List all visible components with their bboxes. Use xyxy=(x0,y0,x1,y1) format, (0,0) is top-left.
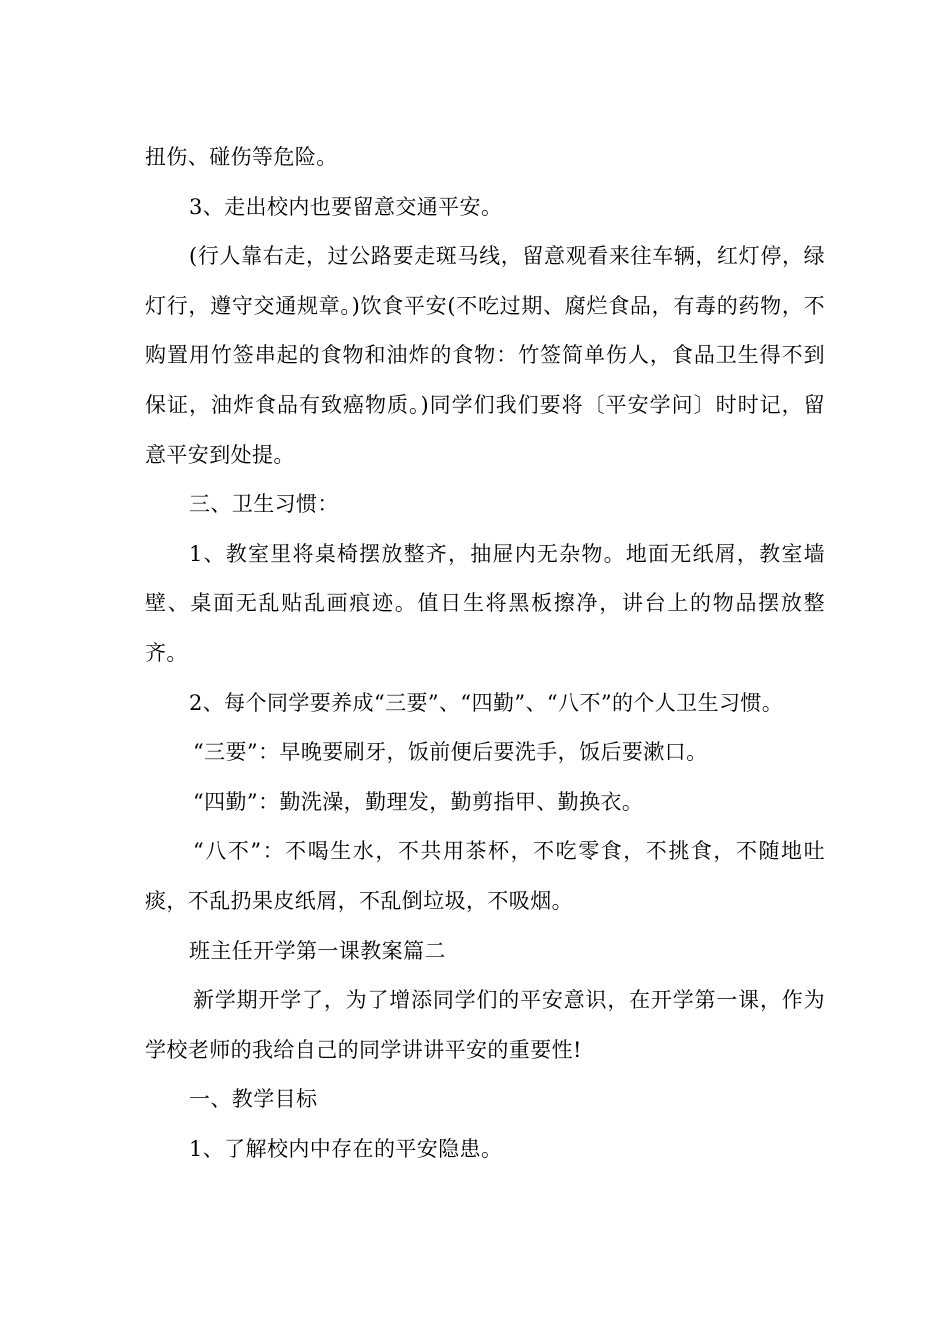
paragraph-8: “四勤”：勤洗澡，勤理发，勤剪指甲、勤换衣。 xyxy=(193,789,644,814)
paragraph-7: “三要”：早晚要刷牙，饭前便后要洗手，饭后要漱口。 xyxy=(193,740,708,765)
paragraph-5: 1、教室里将桌椅摆放整齐，抽屉内无杂物。地面无纸屑，教室墙壁、桌面无乱贴乱画痕迹。值日生将黑板擦净，讲台上的物品摆放整齐。 xyxy=(145,541,825,665)
section-heading-goals: 一、教学目标 xyxy=(189,1087,318,1112)
paragraph-9: “八不”：不喝生水，不共用茶杯，不吃零食，不挑食，不随地吐痰，不乱扔果皮纸屑，不乱倒垃圾，不吸烟。 xyxy=(145,839,825,913)
paragraph-13: 1、了解校内中存在的平安隐患。 xyxy=(189,1136,503,1161)
paragraph-1: 扭伤、碰伤等危险。 xyxy=(145,145,338,169)
document-page xyxy=(145,133,825,1174)
paragraph-11: 新学期开学了，为了增添同学们的平安意识，在开学第一课，作为学校老师的我给自己的同学讲讲平安的重要性! xyxy=(145,988,825,1062)
paragraph-6: 2、每个同学要养成“三要”、“四勤”、“八不”的个人卫生习惯。 xyxy=(189,690,784,715)
paragraph-3: (行人靠右走，过公路要走斑马线，留意观看来往车辆，红灯停，绿灯行，遵守交通规章。)饮食平安(不吃过期、腐烂食品，有毒的药物，不购置用竹签串起的食物和油炸的食物：竹签简单伤人，食品卫生得不到保证，油炸食品有致癌物质。)同学们我们要将〔平安学问〕时时记，留意平安到处提。 xyxy=(145,244,825,467)
section-heading-hygiene: 三、卫生习惯： xyxy=(189,492,339,517)
paragraph-2: 3、走出校内也要留意交通平安。 xyxy=(189,194,503,219)
section-title-part-two: 班主任开学第一课教案篇二 xyxy=(189,938,446,963)
